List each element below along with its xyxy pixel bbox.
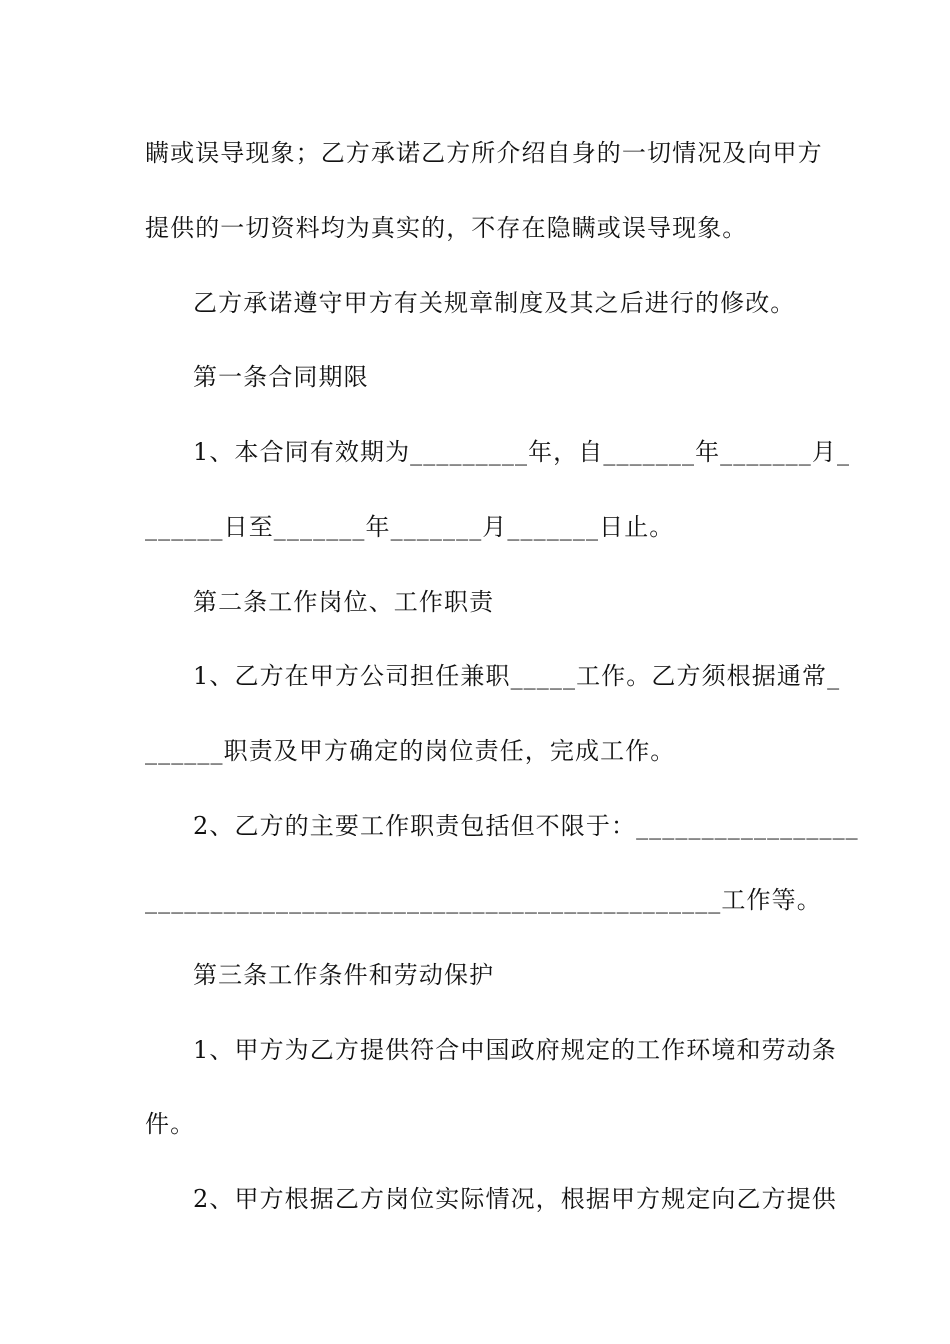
text-line: ____________________________________________工作等。 bbox=[145, 886, 822, 914]
text-line: ______职责及甲方确定的岗位责任，完成工作。 bbox=[145, 737, 676, 765]
text-line: ______日至_______年_______月_______日止。 bbox=[145, 513, 675, 541]
text-line: 件。 bbox=[145, 1110, 196, 1138]
section-heading: 第一条合同期限 bbox=[193, 363, 369, 391]
text-line: 2、乙方的主要工作职责包括但不限于：_________________ bbox=[193, 812, 859, 840]
text-line: 1、本合同有效期为_________年，自_______年_______月_ bbox=[193, 438, 851, 466]
section-heading: 第二条工作岗位、工作职责 bbox=[193, 588, 495, 616]
section-heading: 第三条工作条件和劳动保护 bbox=[193, 961, 495, 989]
text-line: 瞒或误导现象；乙方承诺乙方所介绍自身的一切情况及向甲方 bbox=[145, 139, 823, 167]
text-line: 提供的一切资料均为真实的，不存在隐瞒或误导现象。 bbox=[145, 214, 748, 242]
text-line: 1、乙方在甲方公司担任兼职_____工作。乙方须根据通常_ bbox=[193, 662, 841, 690]
text-line: 2、甲方根据乙方岗位实际情况，根据甲方规定向乙方提供 bbox=[193, 1185, 837, 1213]
text-line: 乙方承诺遵守甲方有关规章制度及其之后进行的修改。 bbox=[193, 289, 796, 317]
text-line: 1、甲方为乙方提供符合中国政府规定的工作环境和劳动条 bbox=[193, 1036, 837, 1064]
